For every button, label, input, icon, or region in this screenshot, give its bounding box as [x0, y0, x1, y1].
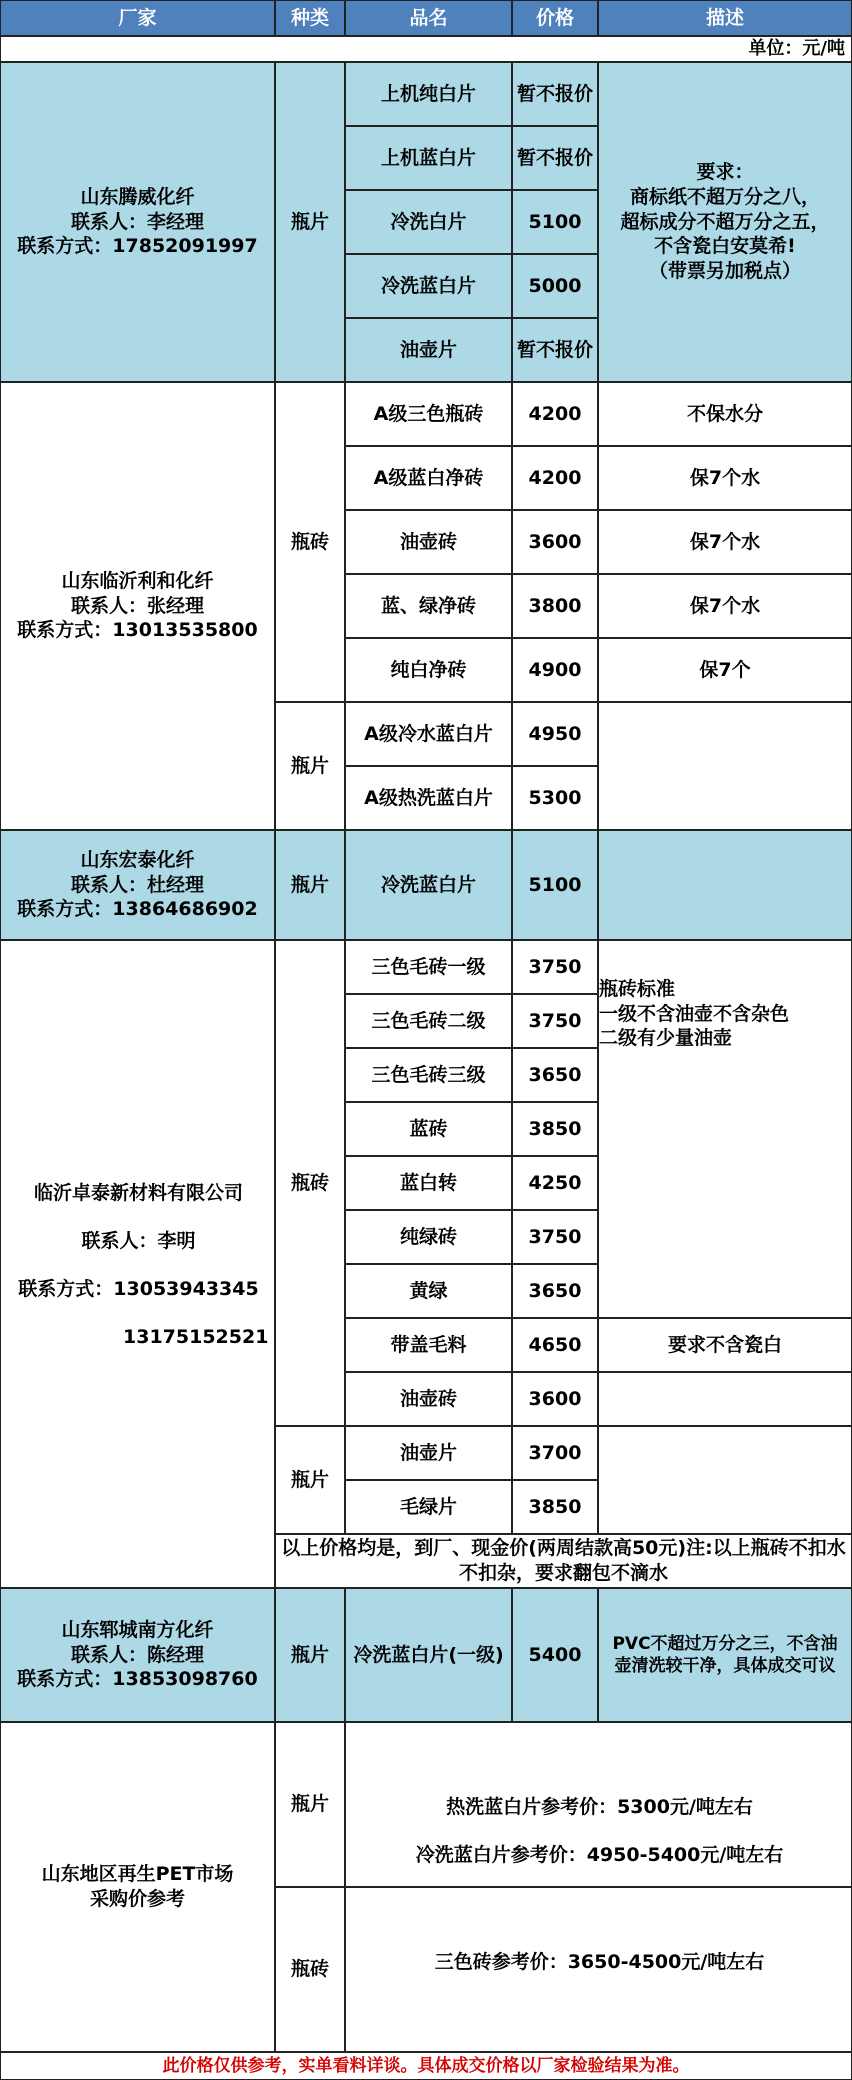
product-name: 三色毛砖一级 — [345, 940, 512, 994]
product-price: 4650 — [512, 1318, 598, 1372]
product-price: 3750 — [512, 1210, 598, 1264]
vendor-contact: 联系人：李明 — [81, 1230, 196, 1252]
type-cell: 瓶片 — [275, 1722, 345, 1887]
product-desc: 保7个水 — [598, 574, 852, 638]
vendor-yuncheng — [0, 1588, 275, 1722]
product-price: 3650 — [512, 1048, 598, 1102]
product-desc: 不保水分 — [598, 382, 852, 446]
vendor-phone: 联系方式：13853098760 — [17, 1668, 258, 1691]
reference-prices-flakes — [345, 1722, 852, 1887]
desc-line: 不含瓷白安莫希! — [654, 235, 796, 258]
product-name: 三色毛砖二级 — [345, 994, 512, 1048]
unit-label: 单位：元/吨 — [0, 36, 852, 62]
product-price: 3750 — [512, 994, 598, 1048]
product-price: 3800 — [512, 574, 598, 638]
requirements-text — [598, 62, 852, 382]
header-type: 种类 — [275, 0, 345, 36]
product-name: 油壶片 — [345, 1426, 512, 1480]
product-name: 三色毛砖三级 — [345, 1048, 512, 1102]
vendor-tengwei — [0, 62, 275, 382]
product-price: 3600 — [512, 510, 598, 574]
product-name: 蓝砖 — [345, 1102, 512, 1156]
product-price: 4200 — [512, 382, 598, 446]
product-price: 3600 — [512, 1372, 598, 1426]
header-vendor: 厂家 — [0, 0, 275, 36]
product-desc-empty — [598, 1426, 852, 1534]
product-price: 3850 — [512, 1480, 598, 1534]
ref-price-cold-wash: 冷洗蓝白片参考价：4950-5400元/吨左右 — [415, 1844, 784, 1866]
product-name: 纯绿砖 — [345, 1210, 512, 1264]
desc-line: 瓶砖标准 — [599, 978, 676, 1000]
header-description: 描述 — [598, 0, 852, 36]
product-name: 毛绿片 — [345, 1480, 512, 1534]
vendor-lihe — [0, 382, 275, 830]
product-name: 带盖毛料 — [345, 1318, 512, 1372]
product-desc-empty — [598, 1372, 852, 1426]
product-price: 5100 — [512, 830, 598, 940]
vendor-name: 山东临沂利和化纤 — [61, 569, 214, 592]
vendor-contact: 联系人：杜经理 — [70, 873, 204, 896]
product-name: 冷洗蓝白片 — [345, 254, 512, 318]
type-cell: 瓶片 — [275, 62, 345, 382]
product-name: 冷洗蓝白片(一级) — [345, 1588, 512, 1722]
vendor-name: 临沂卓泰新材料有限公司 — [33, 1182, 243, 1204]
desc-line: 要求： — [696, 161, 754, 184]
market-subtitle: 采购价参考 — [89, 1888, 185, 1910]
reference-prices-bricks — [345, 1887, 852, 2052]
product-desc: 保7个 — [598, 638, 852, 702]
product-price: 4900 — [512, 638, 598, 702]
product-price: 暂不报价 — [512, 126, 598, 190]
product-price: 3750 — [512, 940, 598, 994]
product-name: 油壶砖 — [345, 1372, 512, 1426]
desc-line: 超标成分不超万分之五， — [620, 210, 830, 233]
desc-line: 一级不含油壶不含杂色 — [599, 1002, 790, 1025]
product-name: 上机纯白片 — [345, 62, 512, 126]
desc-line: 二级有少量油壶 — [599, 1027, 733, 1050]
product-name: 冷洗白片 — [345, 190, 512, 254]
vendor-phone-2: 13175152521 — [123, 1326, 269, 1348]
product-name: 纯白净砖 — [345, 638, 512, 702]
product-price: 4950 — [512, 702, 598, 766]
product-price: 5300 — [512, 766, 598, 830]
header-product: 品名 — [345, 0, 512, 36]
market-reference — [0, 1722, 275, 2052]
desc-line: 商标纸不超万分之八， — [629, 185, 820, 208]
type-cell: 瓶片 — [275, 1588, 345, 1722]
product-price: 3850 — [512, 1102, 598, 1156]
desc-line: （带票另加税点） — [648, 260, 801, 283]
product-desc: 保7个水 — [598, 446, 852, 510]
vendor-phone: 联系方式：13013535800 — [17, 619, 258, 642]
product-name: 上机蓝白片 — [345, 126, 512, 190]
product-price: 4250 — [512, 1156, 598, 1210]
product-name: A级蓝白净砖 — [345, 446, 512, 510]
note-line: 不扣杂，要求翻包不滴水 — [458, 1562, 668, 1584]
type-cell: 瓶砖 — [275, 940, 345, 1426]
product-desc — [598, 1588, 852, 1722]
vendor-phone: 联系方式：13053943345 — [18, 1278, 259, 1300]
ref-price-hot-wash: 热洗蓝白片参考价：5300元/吨左右 — [446, 1796, 753, 1818]
type-cell: 瓶片 — [275, 1426, 345, 1534]
footer-disclaimer: 此价格仅供参考，实单看料详谈。具体成交价格以厂家检验结果为准。 — [0, 2052, 852, 2080]
type-cell: 瓶砖 — [275, 382, 345, 702]
product-price: 5400 — [512, 1588, 598, 1722]
vendor-phone: 联系方式：17852091997 — [17, 235, 258, 258]
type-cell: 瓶砖 — [275, 1887, 345, 2052]
product-name: 油壶砖 — [345, 510, 512, 574]
product-name: 冷洗蓝白片 — [345, 830, 512, 940]
note-line: 以上价格均是，到厂、现金价(两周结款高50元)注:以上瓶砖不扣水 — [281, 1537, 846, 1560]
product-price: 3650 — [512, 1264, 598, 1318]
product-name: 油壶片 — [345, 318, 512, 382]
product-name: A级冷水蓝白片 — [345, 702, 512, 766]
product-name: 黄绿 — [345, 1264, 512, 1318]
vendor-phone: 联系方式：13864686902 — [17, 898, 258, 921]
product-price: 4200 — [512, 446, 598, 510]
price-note — [275, 1534, 852, 1588]
product-desc: 要求不含瓷白 — [598, 1318, 852, 1372]
vendor-zhuotai — [0, 940, 275, 1588]
market-title: 山东地区再生PET市场 — [41, 1863, 234, 1886]
product-name: A级热洗蓝白片 — [345, 766, 512, 830]
product-name: 蓝白转 — [345, 1156, 512, 1210]
vendor-contact: 联系人：陈经理 — [70, 1643, 204, 1666]
product-desc-empty — [598, 830, 852, 940]
product-price: 3700 — [512, 1426, 598, 1480]
vendor-name: 山东腾威化纤 — [80, 185, 195, 208]
product-desc-empty — [598, 702, 852, 830]
header-price: 价格 — [512, 0, 598, 36]
vendor-hongtai — [0, 830, 275, 940]
vendor-name: 山东宏泰化纤 — [80, 848, 195, 871]
vendor-contact: 联系人：张经理 — [70, 594, 204, 617]
ref-price-tricolor: 三色砖参考价：3650-4500元/吨左右 — [434, 1951, 765, 1973]
product-price: 5000 — [512, 254, 598, 318]
type-cell: 瓶片 — [275, 702, 345, 830]
product-price: 暂不报价 — [512, 318, 598, 382]
product-name: 蓝、绿净砖 — [345, 574, 512, 638]
brick-standard-desc — [598, 940, 852, 1318]
vendor-name: 山东郓城南方化纤 — [61, 1618, 214, 1641]
type-cell: 瓶片 — [275, 830, 345, 940]
desc-line: 壶清洗较干净，具体成交可议 — [614, 1656, 836, 1676]
product-price: 5100 — [512, 190, 598, 254]
product-name: A级三色瓶砖 — [345, 382, 512, 446]
desc-line: PVC不超过万分之三，不含油 — [612, 1633, 838, 1654]
product-desc: 保7个水 — [598, 510, 852, 574]
vendor-contact: 联系人：李经理 — [70, 210, 204, 233]
product-price: 暂不报价 — [512, 62, 598, 126]
